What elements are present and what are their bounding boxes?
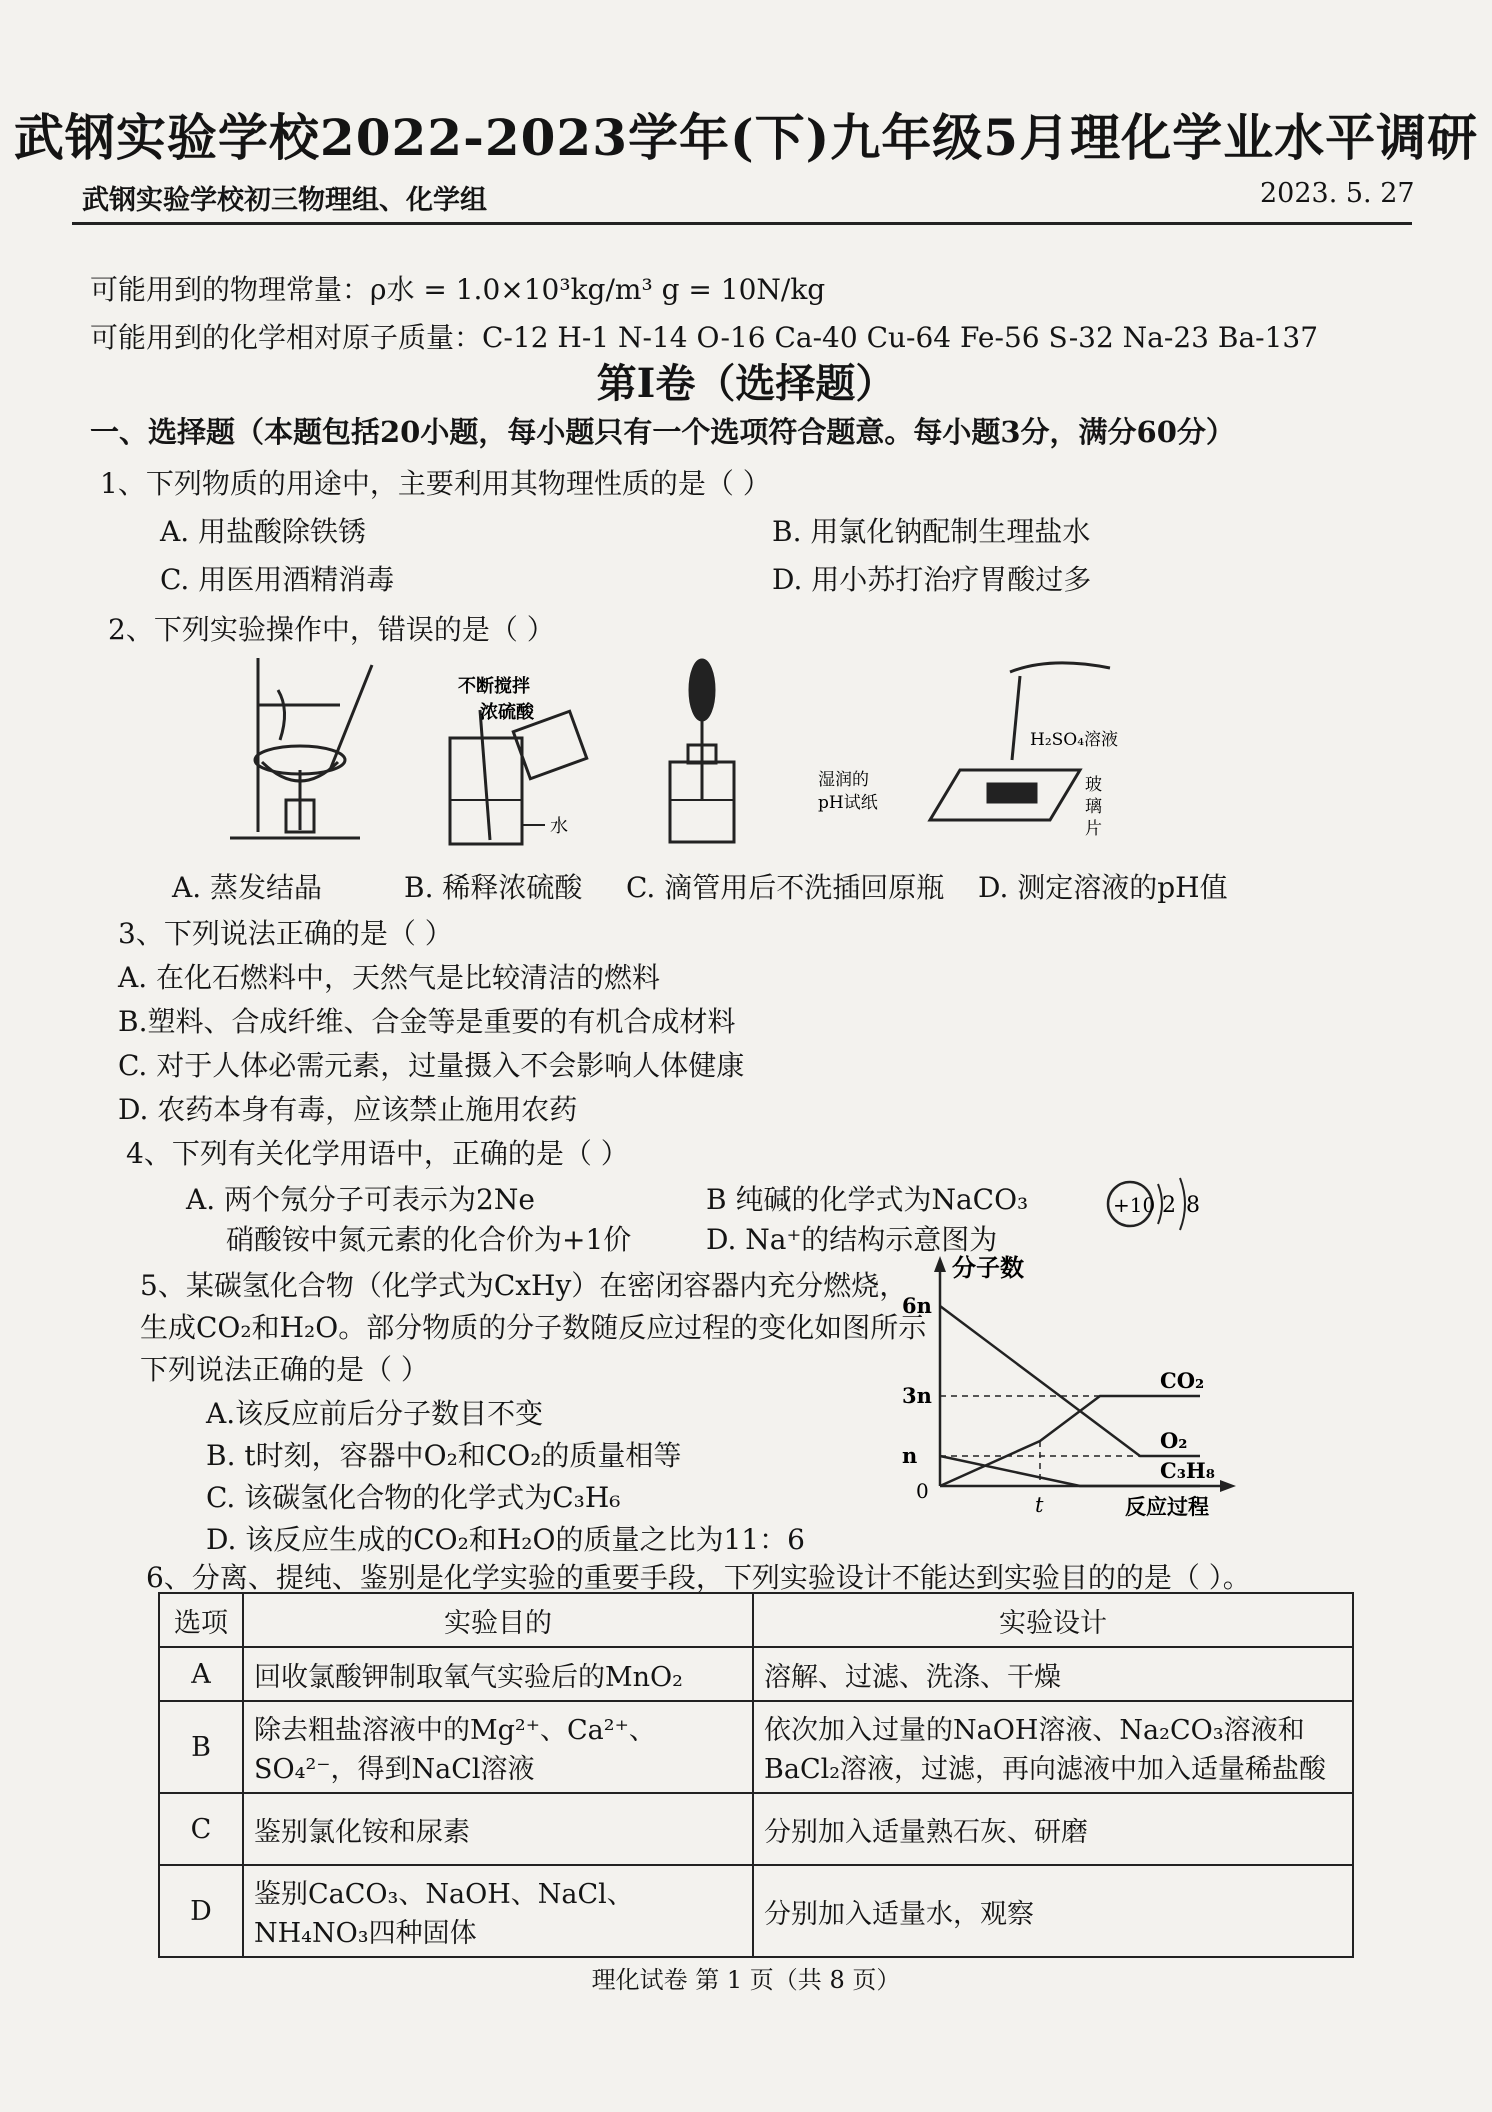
part-title: 第I卷（选择题） xyxy=(596,360,896,407)
ion-shell-2: 8 xyxy=(1186,1193,1200,1218)
series-label: O₂ xyxy=(1160,1428,1188,1453)
table-row: B 除去粗盐溶液中的Mg²⁺、Ca²⁺、SO₄²⁻，得到NaCl溶液 依次加入过量的NaOH溶液、Na₂CO₃溶液和BaCl₂溶液，过滤，再向滤液中加入适量稀盐酸 xyxy=(159,1701,1353,1793)
exam-date: 2023. 5. 27 xyxy=(1260,178,1415,209)
q5-stem-1: 5、某碳氢化合物（化学式为CxHy）在密闭容器内充分燃烧， xyxy=(140,1269,908,1302)
table-header-design: 实验设计 xyxy=(753,1593,1353,1647)
section-heading: 一、选择题（本题包括20小题，每小题只有一个选项符合题意。每小题3分，满分60分） xyxy=(90,415,1235,449)
table-header-option: 选项 xyxy=(159,1593,243,1647)
q2-apparatus-figures xyxy=(150,650,1350,860)
q1-option-c: C. 用医用酒精消毒 xyxy=(160,563,395,596)
ion-shell-1: 2 xyxy=(1162,1193,1176,1218)
q1-option-d: D. 用小苏打治疗胃酸过多 xyxy=(772,563,1092,596)
figure-dropper-bottle xyxy=(670,660,734,842)
molecule-count-chart xyxy=(880,1246,1250,1526)
page-footer: 理化试卷 第 1 页（共 8 页） xyxy=(591,1966,901,1994)
exam-title: 武钢实验学校2022-2023学年(下)九年级5月理化学业水平调研 xyxy=(13,108,1479,167)
fig-d-label-glass2: 璃 xyxy=(1085,797,1102,817)
q2-stem: 2、下列实验操作中，错误的是（ ） xyxy=(108,613,555,646)
fig-d-label-glass1: 玻 xyxy=(1085,775,1102,795)
fig-d-label-wet: 湿润的 xyxy=(818,770,869,790)
q3-option-b: B.塑料、合成纤维、合金等是重要的有机合成材料 xyxy=(118,1005,736,1038)
q5-option-a: A.该反应前后分子数目不变 xyxy=(206,1397,544,1430)
q3-option-c: C. 对于人体必需元素，过量摄入不会影响人体健康 xyxy=(118,1049,745,1082)
q5-option-c: C. 该碳氢化合物的化学式为C₃H₆ xyxy=(206,1481,621,1514)
q3-option-a: A. 在化石燃料中，天然气是比较清洁的燃料 xyxy=(118,961,661,994)
table-row: C 鉴别氯化铵和尿素 分别加入适量熟石灰、研磨 xyxy=(159,1793,1353,1865)
q2-option-c: C. 滴管用后不洗插回原瓶 xyxy=(626,871,945,904)
q2-option-a: A. 蒸发结晶 xyxy=(172,871,323,904)
table-row: A 回收氯酸钾制取氧气实验后的MnO₂ 溶解、过滤、洗涤、干燥 xyxy=(159,1647,1353,1701)
y-tick-label: 6n xyxy=(902,1293,932,1318)
q4-option-a: A. 两个氖分子可表示为2Ne xyxy=(186,1183,535,1216)
q6-table xyxy=(158,1592,1354,1958)
q5-stem-3: 下列说法正确的是（ ） xyxy=(140,1353,429,1386)
q5-option-d: D. 该反应生成的CO₂和H₂O的质量之比为11：6 xyxy=(206,1523,805,1556)
origin-label: 0 xyxy=(916,1479,929,1503)
table-row: D 鉴别CaCO₃、NaOH、NaCl、NH₄NO₃四种固体 分别加入适量水，观察 xyxy=(159,1865,1353,1957)
ion-nucleus: +10 xyxy=(1113,1193,1156,1217)
x-tick-label: t xyxy=(1035,1493,1044,1517)
q1-option-b: B. 用氯化钠配制生理盐水 xyxy=(772,515,1091,548)
q4-option-c: 硝酸铵中氮元素的化合价为+1价 xyxy=(226,1223,632,1256)
header-rule xyxy=(72,222,1412,225)
department-line: 武钢实验学校初三物理组、化学组 xyxy=(82,185,487,216)
na-ion-structure-diagram xyxy=(1100,1162,1220,1242)
x-axis-arrow xyxy=(1220,1480,1236,1492)
q4-stem: 4、下列有关化学用语中，正确的是（ ） xyxy=(126,1137,629,1170)
q2-option-b: B. 稀释浓硫酸 xyxy=(404,871,583,904)
q5-stem-2: 生成CO₂和H₂O。部分物质的分子数随反应过程的变化如图所示 xyxy=(140,1311,927,1344)
q6-stem: 6、分离、提纯、鉴别是化学实验的重要手段，下列实验设计不能达到实验目的的是（ ）。 xyxy=(146,1561,1251,1594)
q2-option-d: D. 测定溶液的pH值 xyxy=(978,871,1228,904)
fig-b-label-acid: 浓硫酸 xyxy=(480,702,534,723)
q3-stem: 3、下列说法正确的是（ ） xyxy=(118,917,453,950)
fig-d-label-paper: pH试纸 xyxy=(818,793,878,813)
series-label: C₃H₈ xyxy=(1160,1458,1215,1483)
y-axis-arrow xyxy=(934,1256,946,1272)
fig-d-label-acid: H₂SO₄溶液 xyxy=(1030,730,1119,750)
physics-constants: 可能用到的物理常量：ρ水 = 1.0×10³kg/m³ g = 10N/kg xyxy=(90,273,826,306)
q5-option-b: B. t时刻，容器中O₂和CO₂的质量相等 xyxy=(206,1439,682,1472)
y-axis-label: 分子数 xyxy=(952,1253,1024,1282)
q1-stem: 1、下列物质的用途中，主要利用其物理性质的是（ ） xyxy=(100,467,771,500)
fig-b-label-water: 水 xyxy=(550,816,568,837)
y-tick-label: 3n xyxy=(902,1383,932,1408)
fig-d-label-glass3: 片 xyxy=(1085,819,1102,839)
x-axis-label: 反应过程 xyxy=(1125,1494,1209,1519)
q3-option-d: D. 农药本身有毒，应该禁止施用农药 xyxy=(118,1093,578,1126)
fig-b-label-stir: 不断搅拌 xyxy=(458,676,530,697)
series-label: CO₂ xyxy=(1160,1368,1205,1393)
y-tick-label: n xyxy=(902,1443,918,1468)
q4-option-b: B 纯碱的化学式为NaCO₃ xyxy=(706,1183,1029,1216)
q1-option-a: A. 用盐酸除铁锈 xyxy=(160,515,367,548)
chemistry-masses: 可能用到的化学相对原子质量：C-12 H-1 N-14 O-16 Ca-40 Cu-64 Fe-56 S-32 Na-23 Ba-137 xyxy=(90,321,1319,354)
figure-evaporation xyxy=(230,658,372,838)
table-header-goal: 实验目的 xyxy=(243,1593,753,1647)
q4-option-d: D. Na⁺的结构示意图为 xyxy=(706,1223,998,1256)
